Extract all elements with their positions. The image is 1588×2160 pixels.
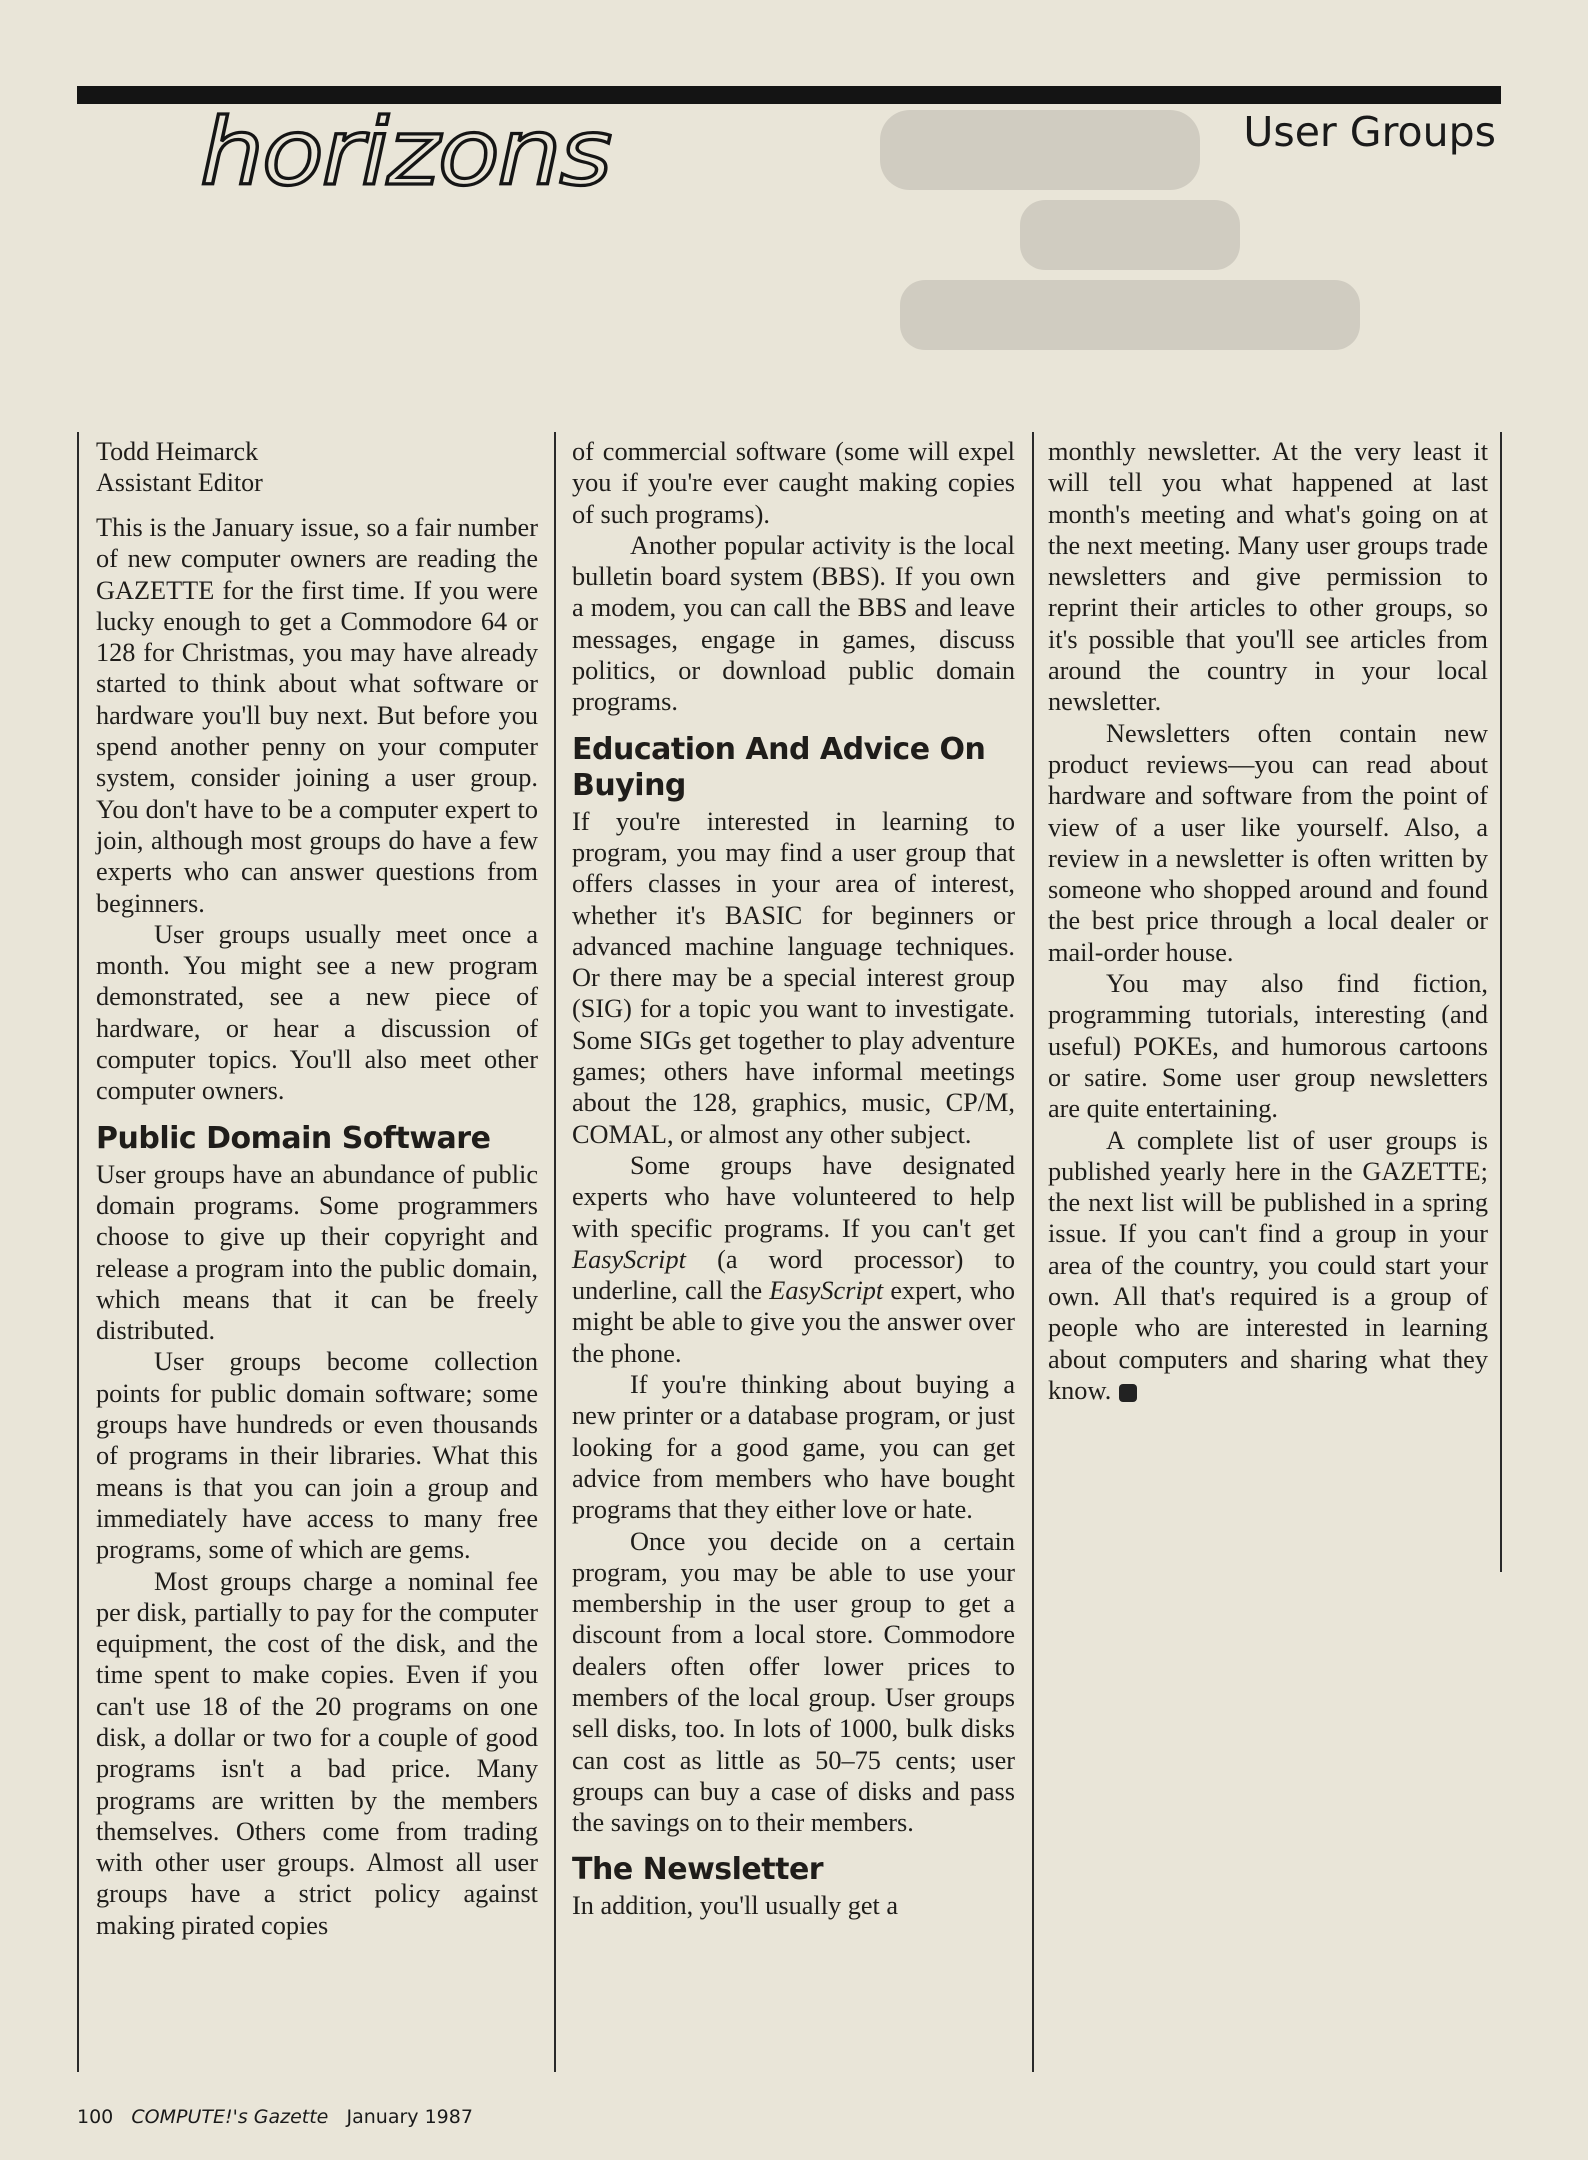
paragraph: Newsletters often contain new product reviews—you can read about hardware and software from the point of view of a user like yourself. Also, a review in a newsletter is often written by someone who shopped around and found the best price through a local dealer or mail-order house. <box>1048 718 1488 967</box>
column-rule-2 <box>1032 432 1034 2072</box>
subheading-education: Education And Advice On Buying <box>572 731 986 803</box>
paragraph: User groups become collection points for public domain software; some groups have hundreds or even thousands of programs in their libraries. What this means is that you can join a group and immediately have access to many free programs, some of which are gems. <box>96 1347 538 1565</box>
article-column-3 <box>1048 436 1488 1406</box>
author-role: Assistant Editor <box>96 468 263 497</box>
svg-text:horizons: horizons <box>200 99 611 198</box>
paragraph: User groups have an abundance of public domain programs. Some programmers choose to give up their copyright and release a program into the public domain, which means that it can be freely distributed. <box>96 1159 538 1346</box>
paragraph: User groups usually meet once a month. You might see a new program demonstrated, see a new piece of hardware, or hear a discussion of computer topics. You'll also meet other computer owners. <box>96 919 538 1106</box>
subheading-newsletter: The Newsletter <box>572 1852 824 1888</box>
text-run: expert, who might be able to give you the answer over the phone. <box>572 1276 1015 1368</box>
page-footer <box>77 2106 473 2128</box>
text-run: Some groups have designated experts who have volunteered to help with specific programs. If you can't get <box>572 1150 1015 1243</box>
product-name: EasyScript <box>769 1276 884 1306</box>
paragraph: Most groups charge a nominal fee per disk, partially to pay for the computer equipment, the cost of the disk, and the time spent to make copies. Even if you can't use 18 of the 20 programs on one disk, a dollar or two for a couple of good programs isn't a bad price. Many programs are written by the members themselves. Others come from trading with other user groups. Almost all user groups have a strict policy against making pirated copies <box>96 1566 538 1940</box>
page-number: 100 <box>77 2106 114 2128</box>
subheading-public-domain: Public Domain Software <box>96 1120 491 1156</box>
product-name: EasyScript <box>572 1244 686 1274</box>
section-title: User Groups <box>1243 108 1496 156</box>
paragraph: You may also find fiction, programming tutorials, interesting (and useful) POKEs, and humorous cartoons or satire. Some user group newsletters are quite entertaining. <box>1048 969 1488 1124</box>
end-of-article-icon <box>1119 1384 1137 1402</box>
paragraph <box>1048 1125 1488 1407</box>
paragraph <box>572 1150 1015 1369</box>
issue-date: January 1987 <box>346 2106 473 2128</box>
text-run: (a word processor) to underline, call the <box>572 1244 1015 1306</box>
column-rule-right <box>1500 432 1502 1572</box>
text-run: A complete list of user groups is published yearly here in the GAZETTE; the next list will be published in a spring issue. If you can't find a group in your area of the country, you could start your own. All that's required is a group of people who are interested in learning about computers and sharing what they know. <box>1048 1125 1488 1405</box>
article-column-2 <box>572 436 1015 1922</box>
paragraph: Once you decide on a certain program, you may be able to use your membership in the user group to get a discount from a local store. Commodore dealers often offer lower prices to members of the local group. User groups sell disks, too. In lots of 1000, bulk disks can cost as little as 50–75 cents; user groups can buy a case of disks and pass the savings on to their members. <box>572 1526 1015 1838</box>
column-rule-left <box>77 432 79 2072</box>
magazine-name: COMPUTE!'s Gazette <box>131 2106 329 2128</box>
byline <box>96 436 538 498</box>
paragraph: monthly newsletter. At the very least it will tell you what happened at last month's meeting and what's going on at the next meeting. Many user groups trade newsletters and give permission to reprint their articles to other groups, so it's possible that you'll see articles from around the country in your local newsletter. <box>1048 437 1488 717</box>
paragraph: This is the January issue, so a fair number of new computer owners are reading the GAZETTE for the first time. If you were lucky enough to get a Commodore 64 or 128 for Christmas, you may have already started to think about what software or hardware you'll buy next. But before you spend another penny on your computer system, consider joining a user group. You don't have to be a computer expert to join, although most groups do have a few experts who can answer questions from beginners. <box>96 513 538 918</box>
paragraph: Another popular activity is the local bulletin board system (BBS). If you own a modem, you can call the BBS and leave messages, engage in games, discuss politics, or download public domain programs. <box>572 530 1015 717</box>
author-name: Todd Heimarck <box>96 437 259 466</box>
column-rule-1 <box>554 432 556 2072</box>
paragraph: If you're interested in learning to program, you may find a user group that offers classes in your area of interest, whether it's BASIC for beginners or advanced machine language techniques. Or there may be a special interest group (SIG) for a topic you want to investigate. Some SIGs get together to play adventure games; others have informal meetings about the 128, graphics, music, CP/M, COMAL, or almost any other subject. <box>572 806 1015 1149</box>
horizons-logo <box>196 98 616 198</box>
paragraph: In addition, you'll usually get a <box>572 1891 899 1921</box>
article-column-1 <box>96 436 538 1941</box>
paragraph: If you're thinking about buying a new printer or a database program, or just looking for a good game, you can get advice from members who have bought programs that they either love or hate. <box>572 1370 1015 1525</box>
paragraph: of commercial software (some will expel you if you're ever caught making copies of such programs). <box>572 437 1015 529</box>
